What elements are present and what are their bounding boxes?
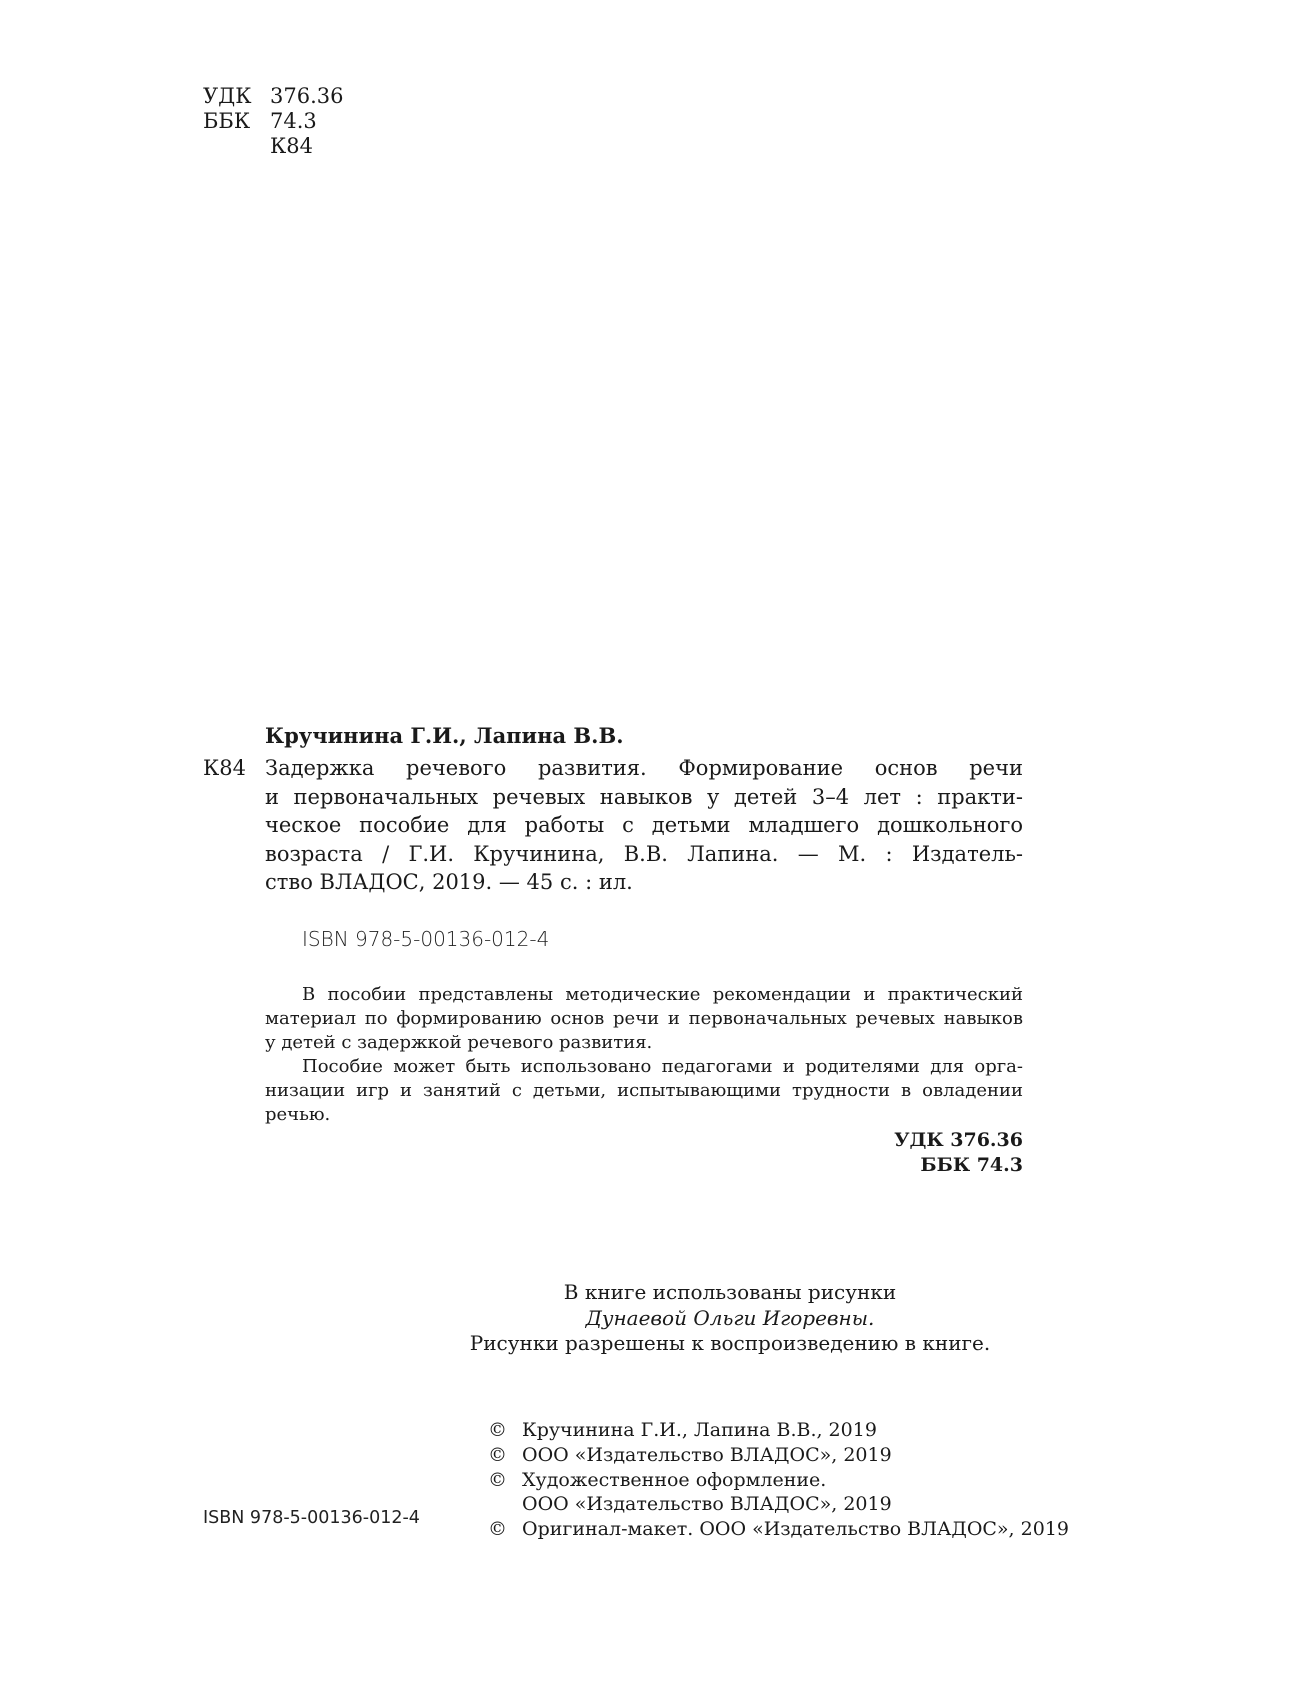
bottom-udk: УДК 376.36: [894, 1129, 1023, 1151]
copyright-line: [488, 1418, 1069, 1443]
top-udk-row: [203, 84, 343, 109]
top-author-sign: К84: [270, 134, 313, 158]
description-line: и первоначальных речевых навыков у детей 3–4 лет : практи-: [265, 784, 1023, 809]
illustrations-note: [330, 1280, 1130, 1357]
entry-description: [265, 754, 1023, 897]
description-line: ство ВЛАДОС, 2019. — 45 с. : ил.: [265, 870, 633, 894]
description-line: возраста / Г.И. Кручинина, В.В. Лапина. — М. : Издатель-: [265, 841, 1023, 866]
illustrations-line-3: Рисунки разрешены к воспроизведению в книге.: [469, 1331, 991, 1355]
abstract-line: речью.: [265, 1104, 331, 1125]
udk-label: УДК: [203, 84, 252, 108]
abstract-line: низации игр и занятий с детьми, испытывающими трудности в овладении: [265, 1080, 1023, 1101]
isbn-bottom: ISBN 978-5-00136-012-4: [203, 1508, 420, 1528]
abstract-line: у детей с задержкой речевого развития.: [265, 1032, 653, 1053]
description-line: ческое пособие для работы с детьми младшего дошкольного: [265, 813, 1023, 837]
copyright-icon: ©: [488, 1518, 507, 1541]
copyright-text: Кручинина Г.И., Лапина В.В., 2019: [522, 1419, 877, 1441]
bottom-bbk: ББК 74.3: [920, 1154, 1023, 1176]
top-bbk-row: [203, 109, 343, 134]
abstract: [265, 983, 1023, 1127]
copyright-icon: ©: [488, 1468, 507, 1491]
copyright-block: [488, 1418, 1069, 1542]
entry-author-sign: К84: [203, 756, 246, 780]
bbk-value: 74.3: [270, 109, 317, 133]
abstract-line: В пособии представлены методические рекомендации и практический: [302, 984, 1023, 1005]
copyright-line: [488, 1492, 1069, 1517]
copyright-line: [488, 1443, 1069, 1468]
illustrations-line-1: В книге использованы рисунки: [563, 1280, 897, 1304]
udk-value: 376.36: [270, 84, 344, 108]
copyright-icon: ©: [488, 1443, 507, 1466]
illustrator-name: Дунаевой Ольги Игоревны.: [585, 1305, 875, 1330]
entry-isbn: ISBN 978-5-00136-012-4: [302, 927, 550, 951]
copyright-line: [488, 1517, 1069, 1542]
copyright-line: [488, 1468, 1069, 1493]
top-classification: [203, 84, 343, 159]
abstract-line: Пособие может быть использовано педагогами и родителями для орга-: [302, 1056, 1023, 1077]
copyright-text: ООО «Издательство ВЛАДОС», 2019: [522, 1493, 892, 1516]
abstract-line: материал по формированию основ речи и первоначальных речевых навыков: [265, 1008, 1023, 1029]
entry-authors: Кручинина Г.И., Лапина В.В.: [265, 723, 624, 748]
copyright-icon: ©: [488, 1419, 507, 1441]
bbk-label: ББК: [203, 109, 251, 133]
copyright-text: ООО «Издательство ВЛАДОС», 2019: [522, 1443, 892, 1466]
description-line: Задержка речевого развития. Формирование основ речи: [265, 756, 1023, 780]
copyright-text: Оригинал-макет. ООО «Издательство ВЛАДОС», 2019: [522, 1518, 1069, 1541]
bottom-classification: [860, 1128, 1023, 1178]
copyright-text: Художественное оформление.: [522, 1468, 827, 1491]
